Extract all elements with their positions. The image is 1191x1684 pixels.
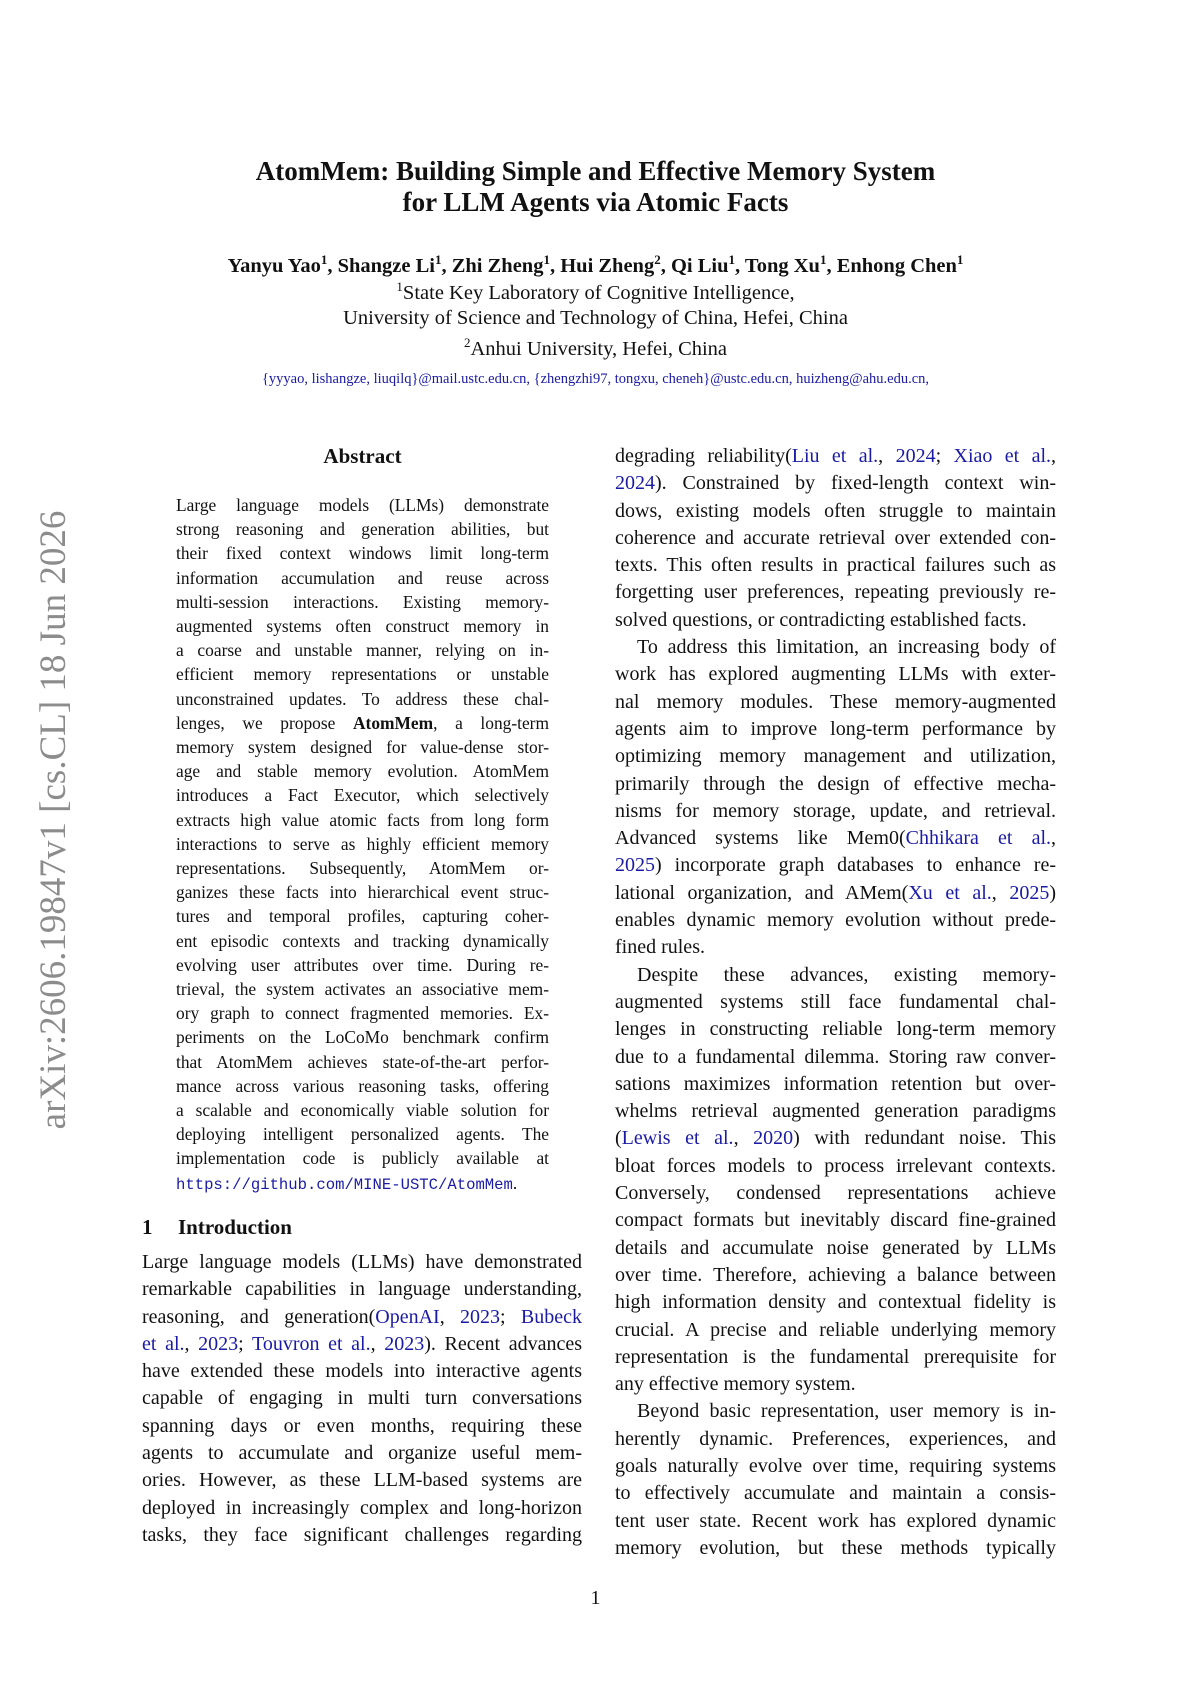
text-line: work has explored augmenting LLMs with exter- bbox=[615, 663, 1056, 686]
text-line: deployed in increasingly complex and long-horizon bbox=[142, 1496, 582, 1519]
affiliation-1-line-2: University of Science and Technology of China, Hefei, China bbox=[343, 307, 848, 329]
abstract-text: , a long-term bbox=[433, 712, 550, 733]
abstract-line: introduces a Fact Executor, which selectively bbox=[176, 785, 549, 806]
text-line: enables dynamic memory evolution without prede- bbox=[615, 909, 1056, 932]
text-line: 2025) incorporate graph databases to enhance re- bbox=[615, 854, 1056, 877]
text-line: primarily through the design of effective mecha- bbox=[615, 772, 1056, 795]
text-line: have extended these models into interactive agents bbox=[142, 1360, 582, 1383]
author-emails[interactable]: {yyyao, lishangze, liuqilq}@mail.ustc.edu.cn, {zhengzhi97, tongxu, cheneh}@ustc.edu.cn, huizheng@ahu.edu.cn, bbox=[261, 371, 930, 387]
text-line: Conversely, condensed representations achieve bbox=[615, 1182, 1056, 1205]
text-line: capable of engaging in multi turn conversations bbox=[142, 1387, 582, 1410]
author-affiliation-mark: 1 bbox=[434, 252, 442, 267]
abstract-line: a scalable and economically viable solution for bbox=[176, 1100, 549, 1121]
text-line: spanning days or even months, requiring these bbox=[142, 1414, 582, 1437]
citation-link[interactable]: Lewis et al. bbox=[621, 1127, 734, 1150]
citation-link[interactable]: 2025 bbox=[615, 854, 655, 877]
abstract-line: efficient memory representations or unstable bbox=[176, 664, 549, 685]
abstract-line: augmented systems often construct memory in bbox=[176, 616, 549, 637]
citation-link[interactable]: OpenAI bbox=[375, 1305, 440, 1328]
abstract-text: lenges, we propose bbox=[176, 712, 353, 733]
author-affiliation-mark: 1 bbox=[956, 252, 964, 267]
text-line: sations maximizes information retention but over- bbox=[615, 1072, 1056, 1095]
right-column-text bbox=[615, 443, 1056, 1562]
citation-link[interactable]: et al. bbox=[142, 1332, 185, 1355]
affiliation-1-line-1 bbox=[0, 279, 1191, 305]
text-line: bloat forces models to process irrelevant contexts. bbox=[615, 1154, 1056, 1177]
text-line: details and accumulate noise generated by LLMs bbox=[615, 1236, 1056, 1259]
citation-link[interactable]: 2024 bbox=[895, 445, 936, 467]
author-list: Yanyu Yao$^1$, Shangze Li$^1$, Zhi Zheng$^1$, Hui Zheng$^2$, Qi Liu$^1$, Tong Xu$^1$, Enhong Chen$^1$ bbox=[227, 252, 964, 277]
text-line: degrading reliability(Liu et al., 2024; Xiao et al., bbox=[615, 445, 1057, 467]
citation-link[interactable]: 2023 bbox=[384, 1332, 425, 1355]
author-name: Yanyu Yao bbox=[227, 254, 321, 277]
abstract-line: strong reasoning and generation abilities, but bbox=[176, 519, 549, 540]
text-line: coherence and accurate retrieval over extended con- bbox=[615, 526, 1056, 549]
title-line-2: for LLM Agents via Atomic Facts bbox=[402, 187, 789, 217]
text-line: (Lewis et al., 2020) with redundant noise. This bbox=[615, 1127, 1057, 1150]
abstract-line: memory system designed for value-dense stor- bbox=[176, 737, 549, 758]
abstract-line: interactions to serve as highly efficient memory bbox=[176, 833, 549, 854]
text-line: ories. However, as these LLM-based systems are bbox=[142, 1469, 582, 1492]
author-affiliation-mark: 1 bbox=[320, 252, 328, 267]
abstract-line: trieval, the system activates an associative mem- bbox=[176, 979, 549, 1000]
abstract-line: periments on the LoCoMo benchmark confirm bbox=[176, 1027, 549, 1048]
author-name: Tong Xu bbox=[744, 254, 820, 277]
text-line: Beyond basic representation, user memory is in- bbox=[637, 1400, 1056, 1423]
citation-link[interactable]: Touvron et al. bbox=[252, 1332, 371, 1355]
citation-link[interactable]: 2024 bbox=[615, 472, 655, 495]
author-affiliation-mark: 1 bbox=[728, 252, 736, 267]
abstract-line: evolving user attributes over time. During re- bbox=[176, 954, 549, 975]
author-name: Zhi Zheng bbox=[451, 254, 544, 277]
text-line: agents aim to improve long-term performance by bbox=[615, 717, 1056, 740]
abstract-line: mance across various reasoning tasks, offering bbox=[176, 1075, 549, 1096]
affiliation-mark: 1 bbox=[396, 279, 403, 294]
abstract-line: tures and temporal profiles, capturing coher- bbox=[176, 906, 549, 927]
left-column-text bbox=[142, 1249, 582, 1549]
text-line: 2024). Constrained by fixed-length context win- bbox=[615, 472, 1056, 495]
text-line: dows, existing models often struggle to maintain bbox=[615, 499, 1056, 522]
text-line: optimizing memory management and utilization, bbox=[615, 745, 1056, 768]
abstract-line: Large language models (LLMs) demonstrate bbox=[176, 495, 549, 515]
abstract-line: multi-session interactions. Existing memory- bbox=[176, 591, 549, 612]
affiliation-text: State Key Laboratory of Cognitive Intelligence, bbox=[402, 281, 795, 304]
text-line: agents to accumulate and organize useful mem- bbox=[142, 1442, 582, 1465]
citation-link[interactable]: Xu et al. bbox=[908, 881, 992, 904]
text-line: whelms retrieval augmented generation paradigms bbox=[615, 1100, 1056, 1123]
text-line: compact formats but inevitably discard fine-grained bbox=[615, 1209, 1056, 1232]
text-line: solved questions, or contradicting established facts. bbox=[615, 608, 1027, 631]
text-line: et al., 2023; Touvron et al., 2023). Recent advances bbox=[142, 1332, 583, 1355]
abstract-line: extracts high value atomic facts from long form bbox=[176, 809, 549, 830]
text-line: high information density and contextual fidelity is bbox=[615, 1291, 1056, 1314]
text-line: herently dynamic. Preferences, experiences, and bbox=[615, 1427, 1056, 1450]
abstract-line: their fixed context windows limit long-term bbox=[176, 543, 549, 564]
text-line: any effective memory system. bbox=[615, 1373, 856, 1396]
abstract-line: age and stable memory evolution. AtomMem bbox=[176, 761, 549, 782]
text-line: lational organization, and AMem(Xu et al., 2025) bbox=[615, 881, 1056, 904]
text-line: Advanced systems like Mem0(Chhikara et al., bbox=[615, 827, 1056, 850]
abstract-heading: Abstract bbox=[323, 444, 402, 468]
abstract-line: ory graph to connect fragmented memories. Ex- bbox=[176, 1003, 549, 1024]
section-title: Introduction bbox=[178, 1215, 292, 1239]
citation-link[interactable]: 2023 bbox=[198, 1332, 239, 1355]
text-line: goals naturally evolve over time, requiring systems bbox=[615, 1454, 1056, 1477]
text-line: Despite these advances, existing memory- bbox=[637, 963, 1056, 986]
citation-link[interactable]: Xiao et al. bbox=[953, 445, 1052, 467]
page-number: 1 bbox=[590, 1587, 601, 1609]
text-line: texts. This often results in practical failures such as bbox=[615, 554, 1056, 577]
author-name: Shangze Li bbox=[337, 254, 435, 277]
system-name: AtomMem bbox=[352, 712, 434, 733]
text-line: over time. Therefore, achieving a balance between bbox=[615, 1263, 1056, 1286]
author-affiliation-mark: 2 bbox=[654, 252, 661, 267]
text-line: nisms for memory storage, update, and retrieval. bbox=[615, 799, 1056, 822]
text-line: fined rules. bbox=[615, 936, 705, 959]
author-affiliation-mark: 1 bbox=[543, 252, 550, 267]
abstract-line: ent episodic contexts and tracking dynamically bbox=[176, 930, 549, 951]
text-line: due to a fundamental dilemma. Storing raw conver- bbox=[615, 1045, 1056, 1068]
abstract-line: implementation code is publicly available at bbox=[176, 1148, 549, 1169]
text-line: reasoning, and generation(OpenAI, 2023; Bubeck bbox=[142, 1305, 582, 1328]
text-line: memory evolution, but these methods typically bbox=[615, 1536, 1056, 1559]
abstract-line bbox=[176, 1171, 549, 1197]
section-heading-introduction bbox=[142, 1215, 292, 1240]
citation-link[interactable]: 2020 bbox=[753, 1127, 794, 1150]
abstract-line bbox=[176, 711, 549, 735]
text-line: augmented systems still face fundamental chal- bbox=[615, 990, 1056, 1013]
text-line: forgetting user preferences, repeating previously re- bbox=[615, 581, 1056, 604]
text-line: crucial. A precise and reliable underlying memory bbox=[615, 1318, 1056, 1341]
abstract-line: that AtomMem achieves state-of-the-art perfor- bbox=[176, 1051, 549, 1072]
citation-link[interactable]: 2025 bbox=[1009, 881, 1050, 904]
abstract-line: information accumulation and reuse across bbox=[176, 567, 549, 588]
abstract-line: a coarse and unstable manner, relying on in- bbox=[176, 640, 549, 661]
text-line: To address this limitation, an increasing body of bbox=[637, 636, 1056, 659]
arxiv-sidebar-stamp: arXiv:2606.19847v1 [cs.CL] 18 Jun 2026 bbox=[33, 510, 74, 1130]
code-repo-link[interactable]: https://github.com/MINE-USTC/AtomMem bbox=[176, 1175, 513, 1194]
text-line: to effectively accumulate and maintain a consis- bbox=[615, 1482, 1056, 1505]
text-line: tent user state. Recent work has explored dynamic bbox=[615, 1509, 1056, 1532]
text-line: remarkable capabilities in language understanding, bbox=[142, 1278, 582, 1301]
citation-link[interactable]: Chhikara et al. bbox=[905, 827, 1051, 850]
affiliation-text: Anhui University, Hefei, China bbox=[470, 337, 728, 360]
text-line: Large language models (LLMs) have demonstrated bbox=[142, 1251, 582, 1273]
text-line: tasks, they face significant challenges regarding bbox=[142, 1523, 582, 1546]
abstract-line: representations. Subsequently, AtomMem or- bbox=[176, 858, 549, 879]
abstract-line: deploying intelligent personalized agents. The bbox=[176, 1124, 549, 1145]
citation-link[interactable]: Bubeck bbox=[520, 1305, 582, 1328]
affiliation-mark: 2 bbox=[463, 335, 471, 350]
abstract-line: ganizes these facts into hierarchical event struc- bbox=[176, 882, 549, 903]
text-line: representation is the fundamental prerequisite for bbox=[615, 1345, 1056, 1368]
author-name: Enhong Chen bbox=[836, 254, 957, 277]
abstract-text: . bbox=[512, 1172, 518, 1193]
section-number: 1 bbox=[142, 1215, 153, 1239]
text-line: lenges in constructing reliable long-term memory bbox=[615, 1018, 1056, 1041]
abstract-body bbox=[176, 493, 549, 1197]
title-line-1: AtomMem: Building Simple and Effective Memory System bbox=[255, 156, 936, 186]
citation-link[interactable]: 2023 bbox=[460, 1305, 501, 1328]
affiliation-2 bbox=[0, 335, 1191, 361]
author-name: Qi Liu bbox=[670, 254, 729, 277]
text-line: nal memory modules. These memory-augmented bbox=[615, 690, 1056, 713]
abstract-line: unconstrained updates. To address these chal- bbox=[176, 688, 549, 709]
citation-link[interactable]: Liu et al. bbox=[791, 445, 879, 467]
paper-title bbox=[0, 156, 1191, 218]
author-name: Hui Zheng bbox=[560, 254, 655, 277]
author-affiliation-mark: 1 bbox=[819, 252, 827, 267]
